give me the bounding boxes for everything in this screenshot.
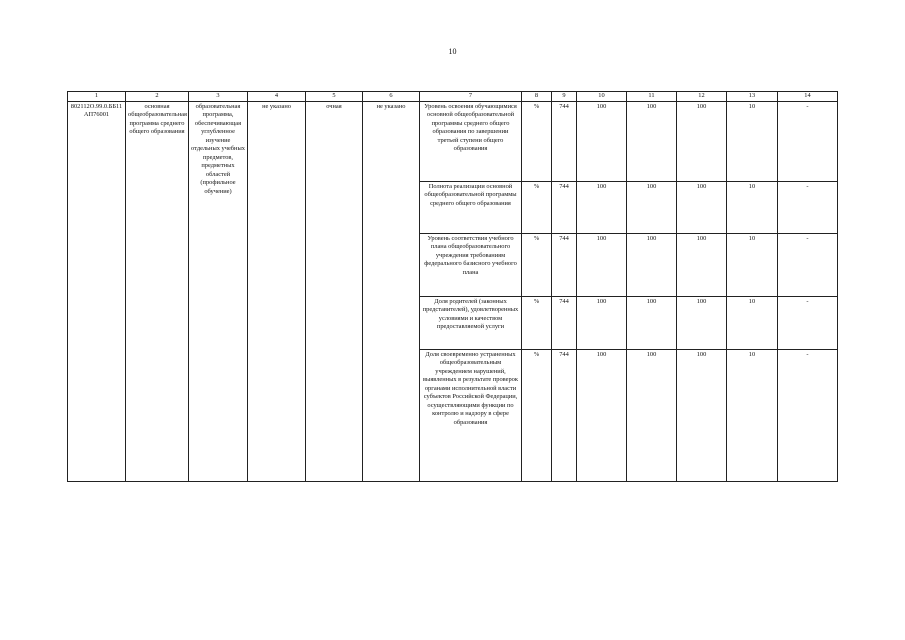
column-number: 13 (727, 92, 778, 102)
value-cell: 100 (677, 102, 727, 182)
unit-cell: % (522, 182, 552, 234)
focus-cell: образовательная программа, обеспечивающая углубленное изучение отдельных учебных предметов, предметных областей (профильное обучение) (189, 102, 248, 482)
value-cell: 100 (627, 234, 677, 297)
unit-cell: % (522, 297, 552, 350)
registry-code-cell: 802112О.99.0.ББ11АП76001 (68, 102, 126, 482)
table-row (68, 102, 838, 182)
indicator-cell: Доля родителей (законных представителей), удовлетворенных условиями и качеством предоставляемой услуги (420, 297, 522, 350)
value-cell: 100 (677, 350, 727, 482)
value-cell: 100 (627, 350, 677, 482)
value-cell: 10 (727, 350, 778, 482)
value-cell: 100 (677, 297, 727, 350)
value-cell: 10 (727, 182, 778, 234)
okei-cell: 744 (552, 234, 577, 297)
indicator-cell: Полнота реализации основной общеобразовательной программы среднего общего образования (420, 182, 522, 234)
indicator-cell: Уровень освоения обучающимися основной общеобразовательной программы среднего общего образования по завершении третьей ступени общего образования (420, 102, 522, 182)
column-number: 10 (577, 92, 627, 102)
column-number: 5 (306, 92, 363, 102)
page-number: 10 (448, 47, 457, 56)
value-cell: 100 (577, 182, 627, 234)
value-cell: 100 (577, 102, 627, 182)
value-cell: 100 (627, 102, 677, 182)
okei-cell: 744 (552, 102, 577, 182)
value-cell: 100 (677, 182, 727, 234)
column-number: 11 (627, 92, 677, 102)
column-number: 8 (522, 92, 552, 102)
column-number: 4 (248, 92, 306, 102)
indicator-table (67, 91, 838, 482)
indicator-cell: Доля своевременно устраненных общеобразовательным учреждением нарушений, выявленных в результате проверок органами исполнительной власти субъектов Российской Федерации, осуществляющими функции по контролю и надзору в сфере образования (420, 350, 522, 482)
column-number: 12 (677, 92, 727, 102)
value-cell: 100 (577, 297, 627, 350)
column-number: 9 (552, 92, 577, 102)
column-number: 6 (363, 92, 420, 102)
value-cell: - (778, 234, 838, 297)
value-cell: 100 (677, 234, 727, 297)
column-number: 1 (68, 92, 126, 102)
value-cell: 100 (577, 234, 627, 297)
okei-cell: 744 (552, 182, 577, 234)
value-cell: 100 (627, 297, 677, 350)
value-cell: 10 (727, 102, 778, 182)
indicator-cell: Уровень соответствия учебного плана общеобразовательного учреждения требованиям федерального базисного учебного плана (420, 234, 522, 297)
okei-cell: 744 (552, 297, 577, 350)
unit-cell: % (522, 234, 552, 297)
column-number: 2 (126, 92, 189, 102)
unit-cell: % (522, 350, 552, 482)
column-number-row (68, 92, 838, 102)
column-number: 3 (189, 92, 248, 102)
unit-cell: % (522, 102, 552, 182)
col6-cell: не указано (363, 102, 420, 482)
value-cell: - (778, 182, 838, 234)
value-cell: - (778, 350, 838, 482)
col4-cell: не указано (248, 102, 306, 482)
okei-cell: 744 (552, 350, 577, 482)
value-cell: 10 (727, 297, 778, 350)
value-cell: - (778, 297, 838, 350)
column-number: 7 (420, 92, 522, 102)
value-cell: 100 (627, 182, 677, 234)
form-cell: очная (306, 102, 363, 482)
value-cell: 10 (727, 234, 778, 297)
value-cell: 100 (577, 350, 627, 482)
column-number: 14 (778, 92, 838, 102)
value-cell: - (778, 102, 838, 182)
program-cell: основная общеобразовательная программа среднего общего образования (126, 102, 189, 482)
